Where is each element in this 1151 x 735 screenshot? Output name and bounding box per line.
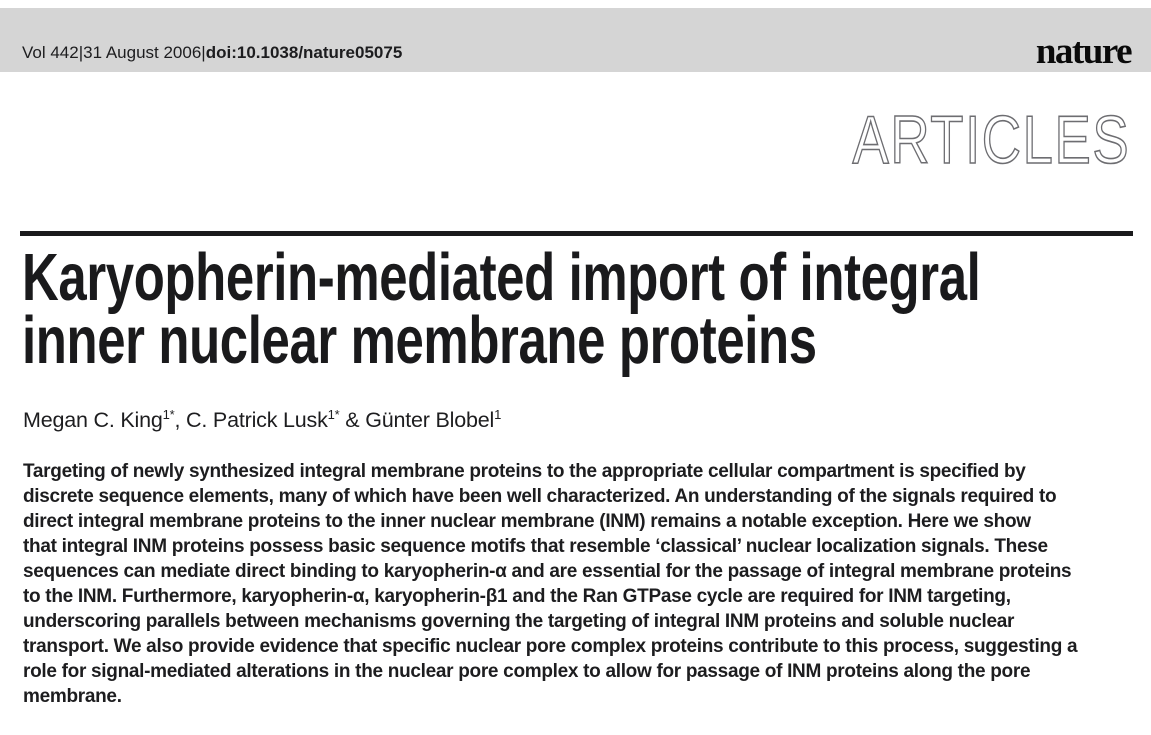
- abstract-line: Targeting of newly synthesized integral membrane proteins to the appropriate cellular compartment is specified by: [23, 461, 1026, 482]
- article-title-line: inner nuclear membrane proteins: [22, 303, 817, 378]
- journal-header-bar: [0, 8, 1151, 72]
- abstract-line: transport. We also provide evidence that specific nuclear pore complex proteins contribute to this process, suggesting a: [23, 636, 1078, 657]
- author-superscript: 1: [494, 406, 502, 422]
- divider-rule: [20, 231, 1133, 236]
- nature-logo: nature: [1035, 31, 1131, 72]
- abstract-line: role for signal-mediated alterations in the nuclear pore complex to allow for passage of INM proteins along the pore: [23, 661, 1031, 682]
- abstract-line: discrete sequence elements, many of which have been well characterized. An understanding of the signals required to: [23, 486, 1057, 507]
- abstract-line: underscoring parallels between mechanisms governing the targeting of integral INM proteins and soluble nuclear: [23, 611, 1015, 632]
- author-superscript: 1*: [327, 406, 340, 422]
- author-name: Megan C. King: [23, 408, 163, 432]
- abstract: [23, 459, 1133, 709]
- doi-text: doi:10.1038/nature05075: [205, 43, 403, 62]
- volume-date-text: Vol 442|31 August 2006|: [22, 43, 206, 62]
- author-name: , C. Patrick Lusk: [174, 408, 328, 432]
- section-label-articles: ARTICLES: [852, 102, 1130, 178]
- issue-meta: [22, 43, 402, 63]
- authors-line: [23, 408, 501, 433]
- abstract-line: membrane.: [23, 686, 122, 707]
- abstract-line: direct integral membrane proteins to the inner nuclear membrane (INM) remains a notable exception. Here we show: [23, 511, 1031, 532]
- abstract-line: to the INM. Furthermore, karyopherin-α, karyopherin-β1 and the Ran GTPase cycle are required for INM targeting,: [23, 586, 1011, 607]
- author-superscript: 1*: [162, 406, 175, 422]
- abstract-line: that integral INM proteins possess basic sequence motifs that resemble ‘classical’ nuclear localization signals. These: [23, 536, 1048, 557]
- abstract-line: sequences can mediate direct binding to karyopherin-α and are essential for the passage of integral membrane proteins: [23, 561, 1072, 582]
- article-title-line: Karyopherin-mediated import of integral: [22, 240, 981, 315]
- article-title: [22, 240, 981, 378]
- author-name: & Günter Blobel: [339, 408, 495, 432]
